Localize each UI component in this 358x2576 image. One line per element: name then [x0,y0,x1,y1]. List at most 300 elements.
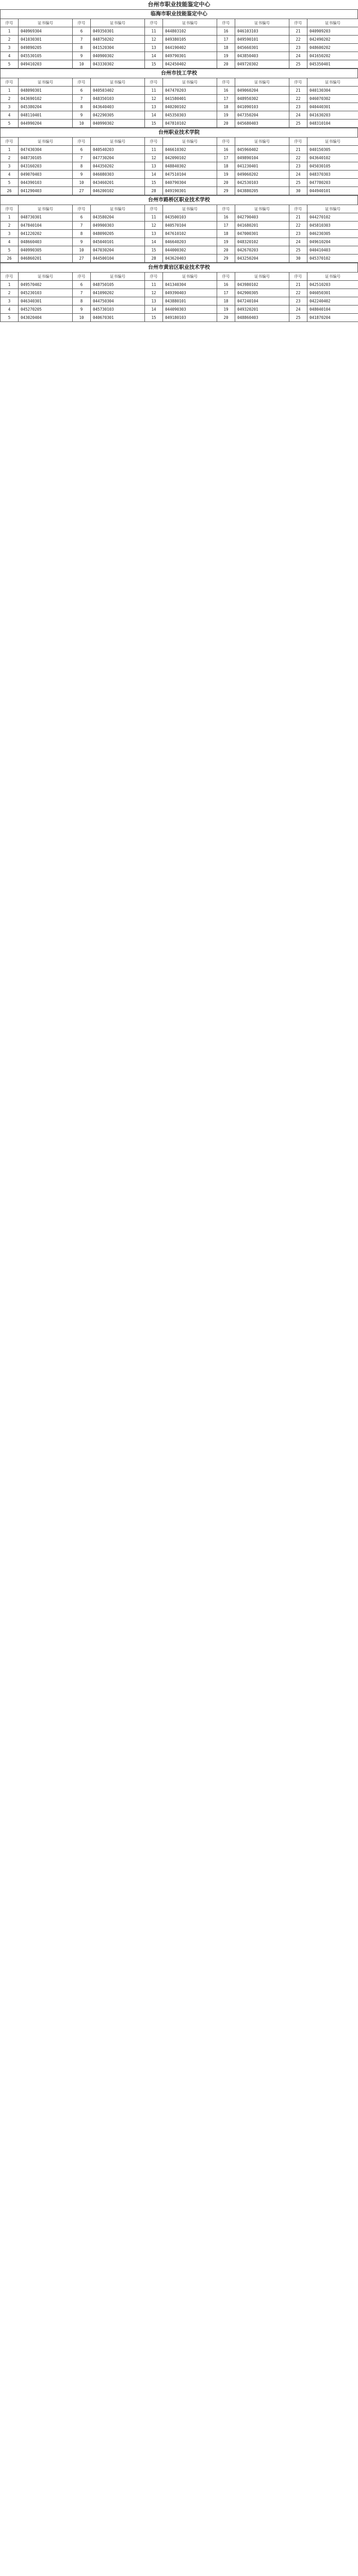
section-title: 台州市技工学校 [0,69,358,78]
cell-certificate-number: 041340304 [163,281,217,289]
cell-certificate-number: 043580204 [91,213,145,222]
column-header-cert: 证书编号 [19,205,73,213]
cell-index: 26 [1,187,19,195]
cell-certificate-number: 042670203 [235,246,289,255]
cell-certificate-number: 046070302 [307,95,358,103]
cell-certificate-number: 044350202 [91,162,145,171]
cell-certificate-number: 040130304 [307,87,358,95]
cell-certificate-number: 040990305 [19,246,73,255]
cell-certificate-number: 048840302 [163,162,217,171]
cell-certificate-number: 047000301 [235,230,289,238]
column-header-cert: 证书编号 [235,19,289,27]
cell-certificate-number: 040909203 [307,27,358,36]
cell-index: 23 [289,103,307,111]
cell-index: 29 [217,187,235,195]
cell-certificate-number: 043020404 [19,314,73,322]
cell-index: 13 [145,230,163,238]
cell-index: 24 [289,52,307,60]
column-header-index: 序号 [1,19,19,27]
cell-certificate-number: 041230401 [235,162,289,171]
cell-certificate-number: 049900303 [91,222,145,230]
cell-certificate-number: 045370102 [307,255,358,263]
cell-certificate-number: 041580401 [163,95,217,103]
cell-certificate-number: 046230305 [307,230,358,238]
cell-certificate-number: 049190301 [163,187,217,195]
section-title: 台州市黄岩区职业技术学校 [0,263,358,272]
cell-index: 23 [289,297,307,306]
cell-certificate-number: 049790301 [163,52,217,60]
cell-certificate-number: 047840104 [19,222,73,230]
cell-index: 9 [73,306,91,314]
cell-certificate-number: 045380204 [19,103,73,111]
cell-index: 24 [289,171,307,179]
column-header-cert: 证书编号 [163,78,217,87]
cell-certificate-number: 047730204 [91,154,145,162]
cell-index: 20 [217,60,235,69]
cell-index: 11 [145,27,163,36]
column-header-index: 序号 [289,138,307,146]
cell-certificate-number: 048750105 [91,281,145,289]
cell-index: 9 [73,238,91,246]
cell-certificate-number: 040670301 [91,314,145,322]
cell-certificate-number: 041030301 [19,36,73,44]
cell-index: 30 [289,187,307,195]
cell-certificate-number: 048950302 [235,95,289,103]
column-header-index: 序号 [217,19,235,27]
cell-index: 11 [145,213,163,222]
cell-index: 8 [73,297,91,306]
cell-index: 23 [289,162,307,171]
cell-index: 7 [73,154,91,162]
cell-index: 22 [289,36,307,44]
cell-index: 18 [217,44,235,52]
cell-certificate-number: 045530105 [19,52,73,60]
cell-certificate-number: 047610102 [163,230,217,238]
cell-certificate-number: 048730105 [19,154,73,162]
column-header-cert: 证书编号 [91,138,145,146]
cell-index: 11 [145,146,163,154]
cell-index: 3 [1,44,19,52]
column-header-index: 序号 [1,138,19,146]
cell-index: 14 [145,111,163,120]
cell-certificate-number: 042490202 [307,36,358,44]
cell-certificate-number: 042530103 [235,179,289,187]
cell-index: 13 [145,297,163,306]
cell-certificate-number: 044500104 [91,255,145,263]
cell-certificate-number: 049720302 [235,60,289,69]
cell-certificate-number: 045660301 [235,44,289,52]
cell-index: 29 [217,255,235,263]
cell-index: 8 [73,230,91,238]
column-header-index: 序号 [73,78,91,87]
cell-index: 28 [145,255,163,263]
column-header-cert: 证书编号 [163,273,217,281]
cell-index: 7 [73,222,91,230]
cell-index: 15 [145,246,163,255]
cell-certificate-number: 045040101 [91,238,145,246]
cell-index: 10 [73,179,91,187]
cell-index: 4 [1,111,19,120]
cell-index: 14 [145,238,163,246]
certificate-table [0,78,358,128]
cell-certificate-number: 041650202 [307,52,358,60]
cell-index: 13 [145,103,163,111]
column-header-index: 序号 [217,78,235,87]
cell-certificate-number: 046080303 [91,171,145,179]
cell-certificate-number: 049890104 [235,154,289,162]
column-header-index: 序号 [73,205,91,213]
cell-index: 10 [73,60,91,69]
column-header-index: 序号 [217,205,235,213]
column-header-cert: 证书编号 [163,19,217,27]
cell-index: 2 [1,154,19,162]
column-header-index: 序号 [1,205,19,213]
cell-certificate-number: 049070403 [19,171,73,179]
cell-index: 24 [289,238,307,246]
cell-index: 11 [145,281,163,289]
cell-index: 18 [217,162,235,171]
cell-index: 27 [73,255,91,263]
cell-index: 4 [1,171,19,179]
column-header-cert: 证书编号 [307,19,358,27]
cell-index: 30 [289,255,307,263]
cell-index: 24 [289,306,307,314]
cell-certificate-number: 049350301 [91,27,145,36]
cell-index: 8 [73,103,91,111]
cell-index: 9 [73,111,91,120]
cell-index: 2 [1,95,19,103]
cell-certificate-number: 047780203 [307,179,358,187]
cell-certificate-number: 048310104 [307,120,358,128]
cell-certificate-number: 045230103 [19,289,73,297]
cell-certificate-number: 048600202 [307,44,358,52]
cell-certificate-number: 043330302 [91,60,145,69]
cell-certificate-number: 044090303 [163,306,217,314]
column-header-index: 序号 [289,78,307,87]
cell-index: 21 [289,27,307,36]
cell-certificate-number: 044940101 [307,187,358,195]
cell-certificate-number: 042450402 [163,60,217,69]
cell-index: 10 [73,314,91,322]
cell-index: 26 [1,255,19,263]
cell-index: 22 [289,95,307,103]
cell-index: 12 [145,95,163,103]
cell-certificate-number: 049320201 [235,306,289,314]
cell-certificate-number: 045270205 [19,306,73,314]
cell-index: 15 [145,60,163,69]
cell-index: 1 [1,213,19,222]
cell-certificate-number: 041630203 [307,111,358,120]
cell-certificate-number: 042240402 [307,297,358,306]
cell-certificate-number: 041680201 [235,222,289,230]
cell-certificate-number: 049390403 [163,289,217,297]
cell-index: 14 [145,306,163,314]
cell-index: 12 [145,222,163,230]
cell-index: 15 [145,179,163,187]
cell-certificate-number: 042290305 [91,111,145,120]
cell-index: 4 [1,306,19,314]
column-header-cert: 证书编号 [91,205,145,213]
cell-index: 14 [145,52,163,60]
cell-certificate-number: 046860201 [19,255,73,263]
column-header-cert: 证书编号 [235,273,289,281]
cell-certificate-number: 048040104 [307,306,358,314]
cell-certificate-number: 049380105 [163,36,217,44]
column-header-cert: 证书编号 [163,138,217,146]
cell-certificate-number: 047510104 [163,171,217,179]
cell-certificate-number: 041870204 [307,314,358,322]
cell-index: 12 [145,154,163,162]
column-header-cert: 证书编号 [91,273,145,281]
cell-index: 9 [73,171,91,179]
cell-certificate-number: 043980102 [235,281,289,289]
cell-certificate-number: 044270102 [307,213,358,222]
cell-certificate-number: 045350401 [307,60,358,69]
cell-index: 17 [217,222,235,230]
certificate-table [0,272,358,322]
cell-certificate-number: 045030105 [307,162,358,171]
cell-certificate-number: 043620403 [163,255,217,263]
cell-certificate-number: 048090205 [91,230,145,238]
cell-index: 22 [289,222,307,230]
cell-index: 2 [1,289,19,297]
column-header-cert: 证书编号 [91,78,145,87]
cell-index: 16 [217,27,235,36]
cell-index: 10 [73,120,91,128]
cell-index: 16 [217,87,235,95]
column-header-index: 序号 [145,19,163,27]
column-header-index: 序号 [145,78,163,87]
cell-certificate-number: 040540203 [91,146,145,154]
cell-certificate-number: 040200102 [163,103,217,111]
cell-certificate-number: 043880101 [163,297,217,306]
cell-index: 19 [217,52,235,60]
cell-index: 12 [145,36,163,44]
cell-certificate-number: 047430304 [19,146,73,154]
cell-index: 17 [217,289,235,297]
cell-certificate-number: 040570104 [163,222,217,230]
cell-index: 2 [1,36,19,44]
cell-index: 3 [1,230,19,238]
cell-index: 11 [145,87,163,95]
cell-index: 4 [1,238,19,246]
cell-index: 22 [289,154,307,162]
column-header-index: 序号 [145,138,163,146]
column-header-cert: 证书编号 [235,78,289,87]
cell-certificate-number: 044803102 [163,27,217,36]
page-title: 台州市职业技能鉴定中心 [148,1,210,8]
cell-index: 21 [289,87,307,95]
cell-index: 6 [73,213,91,222]
cell-certificate-number: 040790304 [163,179,217,187]
cell-certificate-number: 045680403 [235,120,289,128]
column-header-cert: 证书编号 [235,138,289,146]
cell-index: 18 [217,297,235,306]
cell-certificate-number: 040969304 [19,27,73,36]
column-header-index: 序号 [145,205,163,213]
cell-index: 13 [145,44,163,52]
cell-index: 6 [73,146,91,154]
cell-index: 25 [289,246,307,255]
cell-certificate-number: 049570402 [19,281,73,289]
cell-index: 25 [289,314,307,322]
cell-certificate-number: 043500103 [163,213,217,222]
cell-certificate-number: 044990204 [19,120,73,128]
column-header-index: 序号 [1,78,19,87]
cell-certificate-number: 043690102 [19,95,73,103]
cell-index: 3 [1,103,19,111]
cell-index: 21 [289,281,307,289]
cell-index: 15 [145,314,163,322]
cell-index: 21 [289,146,307,154]
certificate-table [0,19,358,69]
cell-index: 7 [73,36,91,44]
column-header-index: 序号 [217,273,235,281]
cell-certificate-number: 041520304 [91,44,145,52]
cell-index: 2 [1,222,19,230]
column-header-cert: 证书编号 [307,273,358,281]
cell-certificate-number: 047030204 [91,246,145,255]
cell-certificate-number: 046050301 [307,289,358,297]
cell-certificate-number: 049610204 [307,238,358,246]
cell-certificate-number: 041090103 [235,103,289,111]
column-header-index: 序号 [73,273,91,281]
cell-certificate-number: 047810102 [163,120,217,128]
cell-certificate-number: 049180103 [163,314,217,322]
cell-index: 24 [289,111,307,120]
cell-index: 5 [1,246,19,255]
sections-container [0,9,358,322]
cell-index: 15 [145,120,163,128]
cell-index: 20 [217,314,235,322]
column-header-index: 序号 [289,19,307,27]
cell-index: 19 [217,238,235,246]
cell-certificate-number: 043460201 [91,179,145,187]
column-header-cert: 证书编号 [307,205,358,213]
cell-certificate-number: 044000302 [163,246,217,255]
cell-index: 1 [1,281,19,289]
cell-certificate-number: 047240104 [235,297,289,306]
cell-certificate-number: 047470203 [163,87,217,95]
cell-certificate-number: 042510203 [307,281,358,289]
cell-certificate-number: 043640102 [307,154,358,162]
cell-certificate-number: 048750202 [91,36,145,44]
cell-index: 6 [73,27,91,36]
cell-certificate-number: 043880205 [235,187,289,195]
cell-index: 25 [289,120,307,128]
cell-index: 23 [289,44,307,52]
cell-certificate-number: 040440301 [307,103,358,111]
cell-certificate-number: 049590101 [235,36,289,44]
cell-index: 28 [145,187,163,195]
cell-certificate-number: 048350103 [91,95,145,103]
column-header-cert: 证书编号 [19,138,73,146]
cell-index: 21 [289,213,307,222]
cell-certificate-number: 046640203 [163,238,217,246]
cell-index: 5 [1,179,19,187]
cell-index: 6 [73,281,91,289]
column-header-index: 序号 [289,273,307,281]
cell-certificate-number: 045350303 [163,111,217,120]
cell-certificate-number: 048320102 [235,238,289,246]
cell-index: 5 [1,60,19,69]
cell-certificate-number: 040150305 [307,146,358,154]
section-title: 临海市职业技能鉴定中心 [0,9,358,19]
cell-index: 22 [289,289,307,297]
cell-certificate-number: 043160203 [19,162,73,171]
cell-certificate-number: 040410403 [307,246,358,255]
cell-certificate-number: 049890205 [19,44,73,52]
cell-certificate-number: 046200102 [91,187,145,195]
cell-certificate-number: 040503402 [91,87,145,95]
cell-certificate-number: 047350204 [235,111,289,120]
cell-certificate-number: 041220202 [19,230,73,238]
cell-certificate-number: 045810303 [307,222,358,230]
column-header-index: 序号 [73,138,91,146]
cell-certificate-number: 044750304 [91,297,145,306]
column-header-cert: 证书编号 [307,78,358,87]
document [0,0,358,322]
cell-certificate-number: 044390103 [19,179,73,187]
cell-index: 17 [217,36,235,44]
cell-index: 14 [145,171,163,179]
cell-index: 8 [73,162,91,171]
cell-index: 5 [1,120,19,128]
cell-index: 12 [145,289,163,297]
section-title: 台州市路桥区职业技术学校 [0,195,358,205]
cell-certificate-number: 042790403 [235,213,289,222]
cell-certificate-number: 049060204 [235,87,289,95]
cell-index: 18 [217,230,235,238]
cell-index: 9 [73,52,91,60]
cell-certificate-number: 048370303 [307,171,358,179]
cell-certificate-number: 048110401 [19,111,73,120]
cell-certificate-number: 049060202 [235,171,289,179]
cell-certificate-number: 043640403 [91,103,145,111]
cell-index: 7 [73,289,91,297]
cell-certificate-number: 040990302 [91,120,145,128]
column-header-index: 序号 [289,205,307,213]
cell-index: 17 [217,154,235,162]
cell-certificate-number: 048660403 [19,238,73,246]
cell-index: 1 [1,27,19,36]
cell-index: 20 [217,246,235,255]
certificate-table [0,137,358,195]
certificate-table [0,205,358,263]
cell-index: 5 [1,314,19,322]
cell-certificate-number: 048090301 [19,87,73,95]
section-title: 台州职业技术学院 [0,128,358,137]
cell-index: 19 [217,306,235,314]
cell-index: 1 [1,146,19,154]
cell-certificate-number: 049410203 [19,60,73,69]
cell-index: 3 [1,297,19,306]
column-header-index: 序号 [217,138,235,146]
cell-index: 13 [145,162,163,171]
cell-index: 3 [1,162,19,171]
cell-index: 20 [217,120,235,128]
cell-certificate-number: 048730301 [19,213,73,222]
cell-certificate-number: 046610302 [163,146,217,154]
column-header-cert: 证书编号 [19,273,73,281]
column-header-cert: 证书编号 [307,138,358,146]
column-header-cert: 证书编号 [19,78,73,87]
column-header-cert: 证书编号 [91,19,145,27]
cell-certificate-number: 042900305 [235,289,289,297]
cell-index: 6 [73,87,91,95]
cell-certificate-number: 048860403 [235,314,289,322]
cell-certificate-number: 044190402 [163,44,217,52]
